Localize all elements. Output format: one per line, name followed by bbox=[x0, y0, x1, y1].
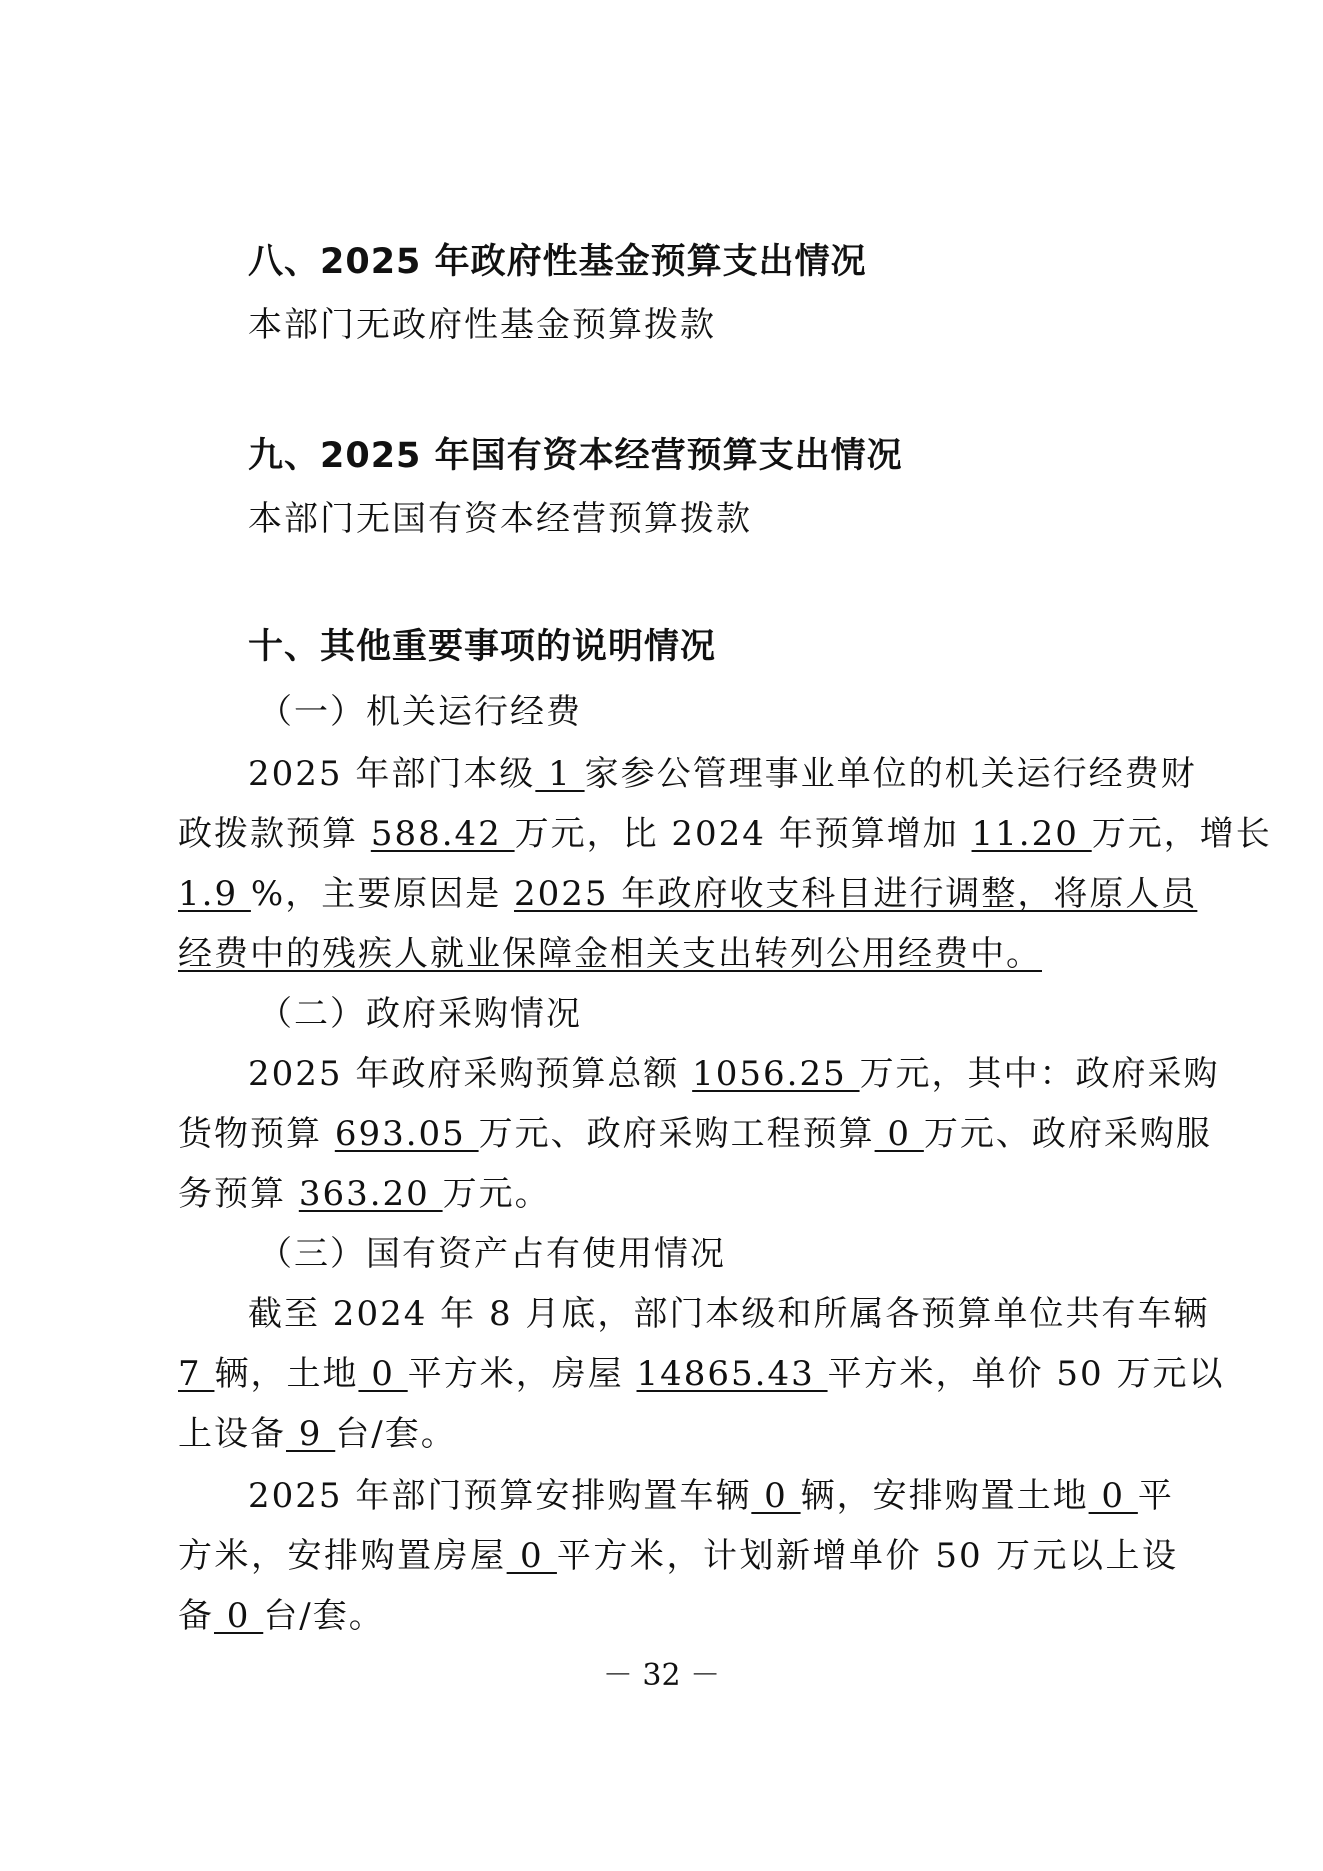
text-run: 备 bbox=[178, 1596, 214, 1636]
underlined-value: 0 bbox=[506, 1536, 557, 1576]
section-9-body: 本部门无国有资本经营预算拨款 bbox=[248, 499, 752, 539]
section-10-heading: 十、其他重要事项的说明情况 bbox=[248, 627, 717, 667]
paragraph-line bbox=[248, 752, 1197, 796]
text-run: %，主要原因是 bbox=[250, 874, 515, 914]
subsection-3-title: （三）国有资产占有使用情况 bbox=[258, 1234, 726, 1274]
underlined-value: 693.05 bbox=[334, 1114, 479, 1154]
paragraph-line bbox=[178, 1594, 385, 1638]
paragraph-line bbox=[248, 1474, 1174, 1518]
underlined-value: 363.20 bbox=[298, 1174, 443, 1214]
text-run: 万元、政府采购服 bbox=[923, 1114, 1212, 1154]
text-run: 台/套。 bbox=[263, 1596, 385, 1636]
underlined-value: 9 bbox=[286, 1414, 336, 1454]
section-8-body: 本部门无政府性基金预算拨款 bbox=[248, 305, 716, 345]
underlined-value: 588.42 bbox=[370, 814, 515, 854]
paragraph-line bbox=[178, 1534, 1178, 1578]
text-run: 辆，安排购置土地 bbox=[800, 1476, 1089, 1516]
text-run: 平方米，单价 50 万元以 bbox=[827, 1354, 1225, 1394]
underlined-value: 0 bbox=[214, 1596, 264, 1636]
underlined-value: 11.20 bbox=[971, 814, 1092, 854]
paragraph-line bbox=[178, 872, 1198, 916]
underlined-value: 14865.43 bbox=[636, 1354, 828, 1394]
paragraph-line bbox=[178, 1172, 551, 1216]
text-run: 政拨款预算 bbox=[178, 814, 371, 854]
text-run: 平方米，计划新增单价 50 万元以上设 bbox=[556, 1536, 1178, 1576]
text-run: 万元，增长 bbox=[1091, 814, 1272, 854]
section-9-heading: 九、2025 年国有资本经营预算支出情况 bbox=[248, 436, 903, 476]
paragraph-line bbox=[178, 1112, 1212, 1156]
text-run: 台/套。 bbox=[335, 1414, 457, 1454]
subsection-2-title: （二）政府采购情况 bbox=[258, 994, 582, 1034]
subsection-1-title: （一）机关运行经费 bbox=[258, 692, 582, 732]
paragraph-line bbox=[178, 932, 1042, 976]
text-run: 平方米，房屋 bbox=[407, 1354, 637, 1394]
text-run: 万元，比 2024 年预算增加 bbox=[514, 814, 972, 854]
underlined-value: 1056.25 bbox=[692, 1054, 860, 1094]
underlined-value: 经费中的残疾人就业保障金相关支出转列公用经费中。 bbox=[178, 934, 1042, 974]
page-number: － 32 － bbox=[602, 1658, 721, 1693]
section-8-heading: 八、2025 年政府性基金预算支出情况 bbox=[248, 242, 867, 282]
underlined-value: 1.9 bbox=[178, 874, 251, 914]
underlined-value: 0 bbox=[874, 1114, 924, 1154]
text-run: 2025 年部门预算安排购置车辆 bbox=[248, 1476, 752, 1516]
text-run: 辆，土地 bbox=[214, 1354, 359, 1394]
underlined-value: 0 bbox=[751, 1476, 801, 1516]
text-run: 家参公管理事业单位的机关运行经费财 bbox=[584, 754, 1197, 794]
paragraph-line bbox=[178, 1352, 1225, 1396]
text-run: 2025 年部门本级 bbox=[248, 754, 536, 794]
paragraph-line bbox=[178, 812, 1272, 856]
text-run: 平 bbox=[1137, 1476, 1174, 1516]
text-run: 货物预算 bbox=[178, 1114, 335, 1154]
paragraph-line bbox=[178, 1412, 457, 1456]
underlined-value: 0 bbox=[1088, 1476, 1138, 1516]
paragraph-line: 截至 2024 年 8 月底，部门本级和所属各预算单位共有车辆 bbox=[248, 1294, 1210, 1334]
text-run: 万元、政府采购工程预算 bbox=[478, 1114, 875, 1154]
text-run: 万元。 bbox=[442, 1174, 551, 1214]
text-run: 务预算 bbox=[178, 1174, 299, 1214]
paragraph-line bbox=[248, 1052, 1220, 1096]
text-run: 方米，安排购置房屋 bbox=[178, 1536, 507, 1576]
underlined-value: 7 bbox=[178, 1354, 215, 1394]
text-run: 上设备 bbox=[178, 1414, 286, 1454]
text-run: 2025 年政府采购预算总额 bbox=[248, 1054, 693, 1094]
text-run: 万元，其中：政府采购 bbox=[859, 1054, 1220, 1094]
underlined-value: 2025 年政府收支科目进行调整，将原人员 bbox=[514, 874, 1198, 914]
underlined-value: 1 bbox=[535, 754, 585, 794]
underlined-value: 0 bbox=[358, 1354, 408, 1394]
